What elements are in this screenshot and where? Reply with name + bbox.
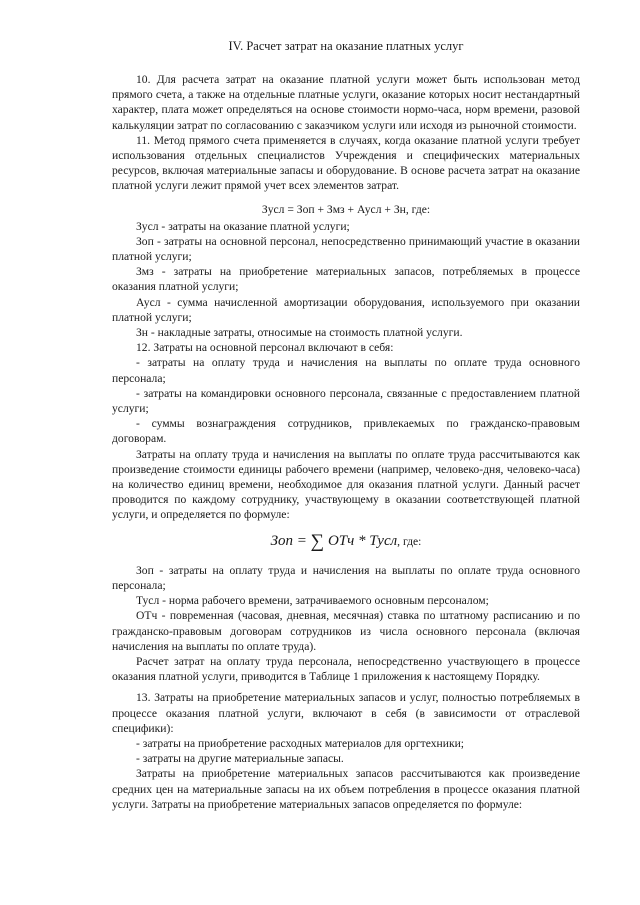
document-page — [112, 38, 580, 812]
paragraph-10: 10. Для расчета затрат на оказание платной услуги может быть использован метод прямого счета, а также на отдельные платные услуги, оказание которых носит нестандартный характер, плата может определяться на основе стоимости нормо-часа, норм времени, разовой калькуляции затрат по согласованию с заказчиком услуги или исходя из рыночной стоимости. — [112, 73, 580, 132]
definition2-zop: Зоп - затраты на оплату труда и начисления на выплаты по оплате труда основного персонала; — [112, 563, 580, 592]
section-title: IV. Расчет затрат на оказание платных услуг — [228, 39, 464, 53]
definition-zop: Зоп - затраты на основной персонал, непосредственно принимающий участие в оказании платной услуги; — [112, 234, 580, 264]
paragraph-13-item-1: - затраты на приобретение расходных материалов для оргтехники; — [136, 736, 464, 750]
paragraph-12: 12. Затраты на основной персонал включают в себя: — [136, 341, 394, 355]
formula-personnel-cost — [112, 531, 580, 553]
paragraph-12-calc: Расчет затрат на оплату труда персонала, непосредственно участвующего в процессе оказания платной услуги, приводится в Таблице 1 приложения к настоящему Порядку. — [112, 654, 580, 684]
definition-zn: Зн - накладные затраты, относимые на стоимость платной услуги. — [136, 326, 463, 340]
paragraph-13-text: Затраты на приобретение материальных запасов рассчитываются как произведение средних цен на материальные запасы на их объем потребления в процессе оказания платной услуги. Затраты на приобретение материальных запасов определяется по формуле: — [112, 767, 580, 811]
paragraph-12-item-3: - суммы вознаграждения сотрудников, привлекаемых по гражданско-правовым договорам. — [112, 417, 580, 446]
paragraph-13: 13. Затраты на приобретение материальных запасов и услуг, полностью потребляемых в процессе оказания платной услуги, включают в себя (в зависимости от отраслевой специфики): — [112, 691, 580, 735]
definition2-otch: ОТч - повременная (часовая, дневная, месячная) ставка по штатному расписанию и по гражданско-правовым договорам сотрудников из числа основного персонала (включая начисления на выплаты по оплате труда). — [112, 609, 580, 653]
formula-total-cost: Зусл = Зоп + Змз + Аусл + Зн, где: — [261, 202, 431, 216]
sum-symbol: ∑ — [310, 530, 325, 552]
paragraph-13-item-2: - затраты на другие материальные запасы. — [136, 752, 344, 766]
paragraph-12-item-2: - затраты на командировки основного персонала, связанные с предоставлением платной услуги; — [112, 386, 580, 416]
paragraph-12-item-1: - затраты на оплату труда и начисления на выплаты по оплате труда основного персонала; — [112, 356, 580, 385]
formula-left: Зоп = — [270, 532, 311, 549]
definition-ausl: Аусл - сумма начисленной амортизации оборудования, используемого при оказании платной услуги; — [112, 295, 580, 324]
paragraph-12-text: Затраты на оплату труда и начисления на выплаты по оплате труда рассчитываются как произведение стоимости единицы рабочего времени (например, человеко-дня, человеко-часа) на количество единиц времени, необходимое для оказания платной услуги. Данный расчет проводится по каждому сотруднику, участвующему в оказании соответствующей платной услуги, и определяется по формуле: — [112, 447, 580, 522]
definition-zusl: Зусл - затраты на оказание платной услуги; — [136, 219, 350, 233]
formula-tail: , где: — [397, 534, 422, 548]
formula-right: ОТч * Тусл — [324, 532, 398, 549]
definition2-tusl: Тусл - норма рабочего времени, затрачиваемого основным персоналом; — [136, 594, 489, 608]
definition-zmz: Змз - затраты на приобретение материальных запасов, потребляемых в процессе оказания платной услуги; — [112, 265, 580, 294]
paragraph-11: 11. Метод прямого счета применяется в случаях, когда оказание платной услуги требует использования отдельных специалистов Учреждения и специфических материальных ресурсов, включая материальные запасы и оборудование. В основе расчета затрат на оказание платной услуги лежит прямой учет всех элементов затрат. — [112, 133, 580, 193]
